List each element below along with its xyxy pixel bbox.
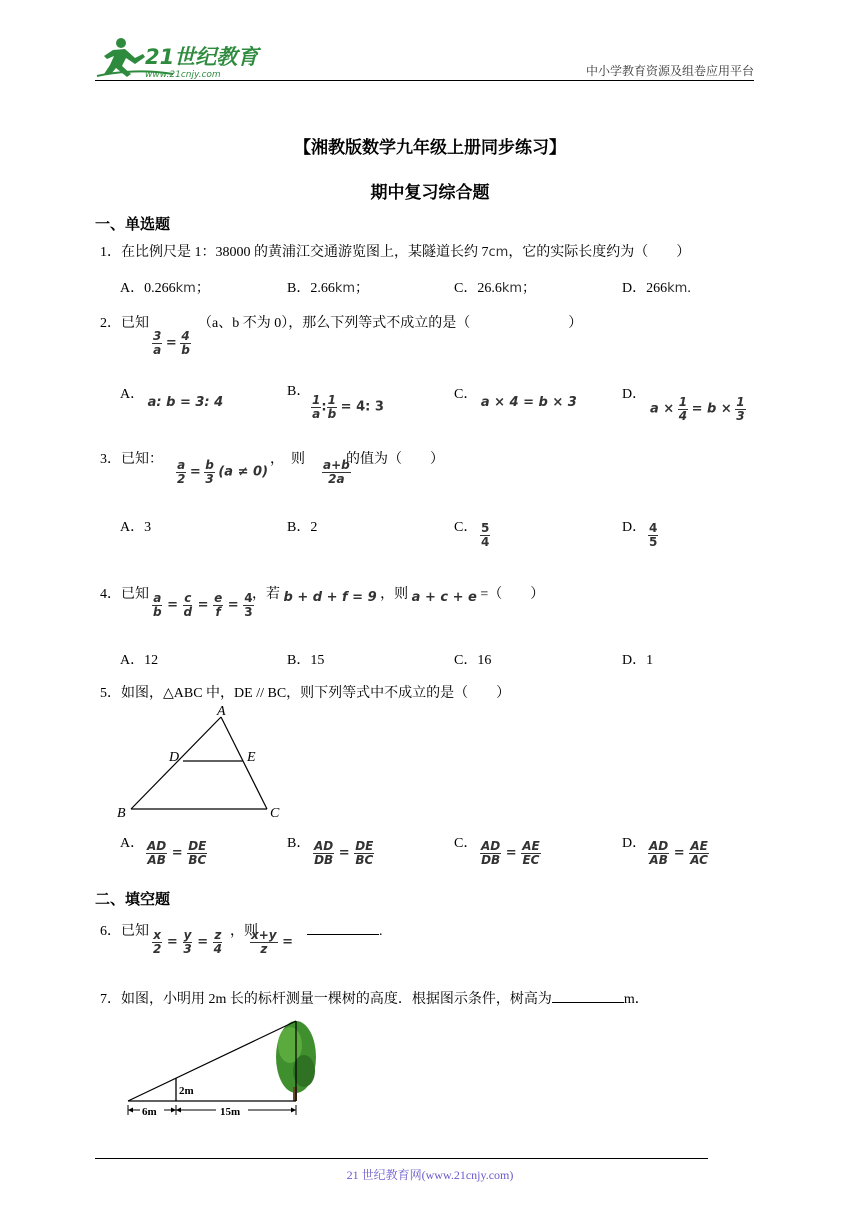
header-divider bbox=[95, 80, 754, 81]
q5-option-c-math: $\frac{AD}{DB}$ = $\frac{AE}{EC}$ bbox=[481, 839, 540, 867]
q5-option-b[interactable]: B． bbox=[287, 836, 311, 851]
q3-option-c[interactable]: C． bbox=[454, 520, 478, 535]
q2-option-b-math: $\frac{1}{a}$ : $\frac{1}{b}$ = 4: 3 bbox=[312, 393, 384, 421]
q3-target-fraction: $\frac{a+b}{2a}$ bbox=[323, 458, 350, 486]
q5-option-c[interactable]: C． bbox=[454, 836, 478, 851]
q6-target-expression: $\frac{x+y}{z}$ = bbox=[251, 928, 294, 956]
q1-option-b[interactable]: B．2.66km； bbox=[287, 281, 370, 296]
q5-option-a[interactable]: A． bbox=[120, 836, 145, 851]
label-D: D bbox=[169, 750, 180, 765]
label-C: C bbox=[270, 806, 280, 821]
q3-option-d-frac: $\frac{4}{5}$ bbox=[649, 521, 658, 549]
page-subtitle: 期中复习综合题 bbox=[370, 183, 490, 203]
question-1 bbox=[100, 241, 690, 261]
q3-option-d[interactable]: D． bbox=[622, 520, 647, 535]
q2-option-c[interactable]: C． a × 4 = b × 3 bbox=[454, 387, 577, 410]
q2-option-a[interactable]: A． a: b = 3: 4 bbox=[120, 387, 224, 410]
q7-tree-figure bbox=[118, 1015, 328, 1135]
site-logo bbox=[95, 34, 265, 80]
question-3: 3．已知： ， 则 的值为（ ） bbox=[100, 452, 444, 467]
q5-option-a-math: $\frac{AD}{AB}$ = $\frac{DE}{BC}$ bbox=[147, 839, 207, 867]
question-6: 6．已知 ，则 . bbox=[100, 924, 383, 939]
q3-option-c-frac: $\frac{5}{4}$ bbox=[481, 521, 490, 549]
q3-option-b[interactable]: B．2 bbox=[287, 520, 318, 535]
label-A: A bbox=[217, 704, 226, 719]
label-15m: 15m bbox=[220, 1106, 241, 1118]
q4-given-equation: $\frac{a}{b}$ = $\frac{c}{d}$ = $\frac{e}{f}$ = $\frac{4}{3}$ bbox=[153, 591, 253, 619]
q2-given-equation: $\frac{3}{a}$ = $\frac{4}{b}$ bbox=[153, 329, 190, 357]
question-7: 7．如图，小明用 2m 长的标杆测量一棵树的高度．根据图示条件，树高为 m． bbox=[100, 992, 649, 1007]
q1-stem: 1．在比例尺是 1：38000 的黄浦江交通游览图上，某隧道长约 7 bbox=[100, 245, 489, 260]
q4-option-a[interactable]: A．12 bbox=[120, 653, 159, 668]
footer-divider bbox=[95, 1158, 708, 1159]
q1-option-c[interactable]: C．26.6km； bbox=[454, 281, 537, 296]
q2-option-d-math: a × $\frac{1}{4}$ = b × $\frac{1}{3}$ bbox=[650, 395, 745, 423]
label-pole-height: 2m bbox=[179, 1085, 194, 1097]
q5-triangle-figure bbox=[113, 703, 293, 830]
q4-option-d[interactable]: D．1 bbox=[622, 653, 654, 668]
q1-option-d[interactable]: D．266km. bbox=[622, 281, 691, 296]
q1-unit: cm bbox=[488, 245, 509, 260]
header-platform-text: 中小学教育资源及组卷应用平台 bbox=[585, 64, 754, 78]
q2-option-d[interactable]: D． bbox=[622, 387, 647, 402]
question-2: 2．已知 （a、b 不为 0），那么下列等式不成立的是（ ） bbox=[100, 316, 583, 331]
q5-option-d[interactable]: D． bbox=[622, 836, 647, 851]
footer-link[interactable]: 21 世纪教育网(www.21cnjy.com) bbox=[346, 1168, 514, 1182]
question-5: 5．如图，△ABC 中，DE // BC，则下列等式中不成立的是（ ） bbox=[100, 686, 511, 701]
q5-option-d-math: $\frac{AD}{AB}$ = $\frac{AE}{AC}$ bbox=[649, 839, 708, 867]
q6-given-equation: $\frac{x}{2}$ = $\frac{y}{3}$ = $\frac{z}{4}$ bbox=[153, 928, 222, 956]
section-heading-single-choice: 一、单选题 bbox=[95, 215, 171, 233]
section-heading-fill-blank: 二、填空题 bbox=[95, 890, 171, 908]
q1-stem-tail: ，它的实际长度约为（ ） bbox=[508, 245, 691, 260]
logo-text: 21世纪教育 bbox=[145, 45, 259, 69]
label-B: B bbox=[117, 806, 126, 821]
question-4: 4．已知 ，若 b + d + f = 9 ，则 a + c + e =（ ） bbox=[100, 587, 545, 605]
label-E: E bbox=[247, 750, 256, 765]
logo-url: www.21cnjy.com bbox=[145, 70, 221, 80]
q1-option-a[interactable]: A．0.266km； bbox=[120, 281, 210, 296]
q2-option-b[interactable]: B． bbox=[287, 384, 311, 399]
label-6m: 6m bbox=[142, 1106, 157, 1118]
q4-option-b[interactable]: B．15 bbox=[287, 653, 325, 668]
q7-answer-blank[interactable] bbox=[552, 1002, 624, 1003]
q3-given-equation: $\frac{a}{2}$ = $\frac{b}{3}$ (a ≠ 0) bbox=[177, 458, 269, 486]
q6-answer-blank[interactable] bbox=[307, 934, 379, 935]
q4-option-c[interactable]: C．16 bbox=[454, 653, 492, 668]
q5-option-b-math: $\frac{AD}{DB}$ = $\frac{DE}{BC}$ bbox=[314, 839, 374, 867]
q3-option-a[interactable]: A．3 bbox=[120, 520, 152, 535]
page-title: 【湘教版数学九年级上册同步练习】 bbox=[294, 138, 566, 158]
